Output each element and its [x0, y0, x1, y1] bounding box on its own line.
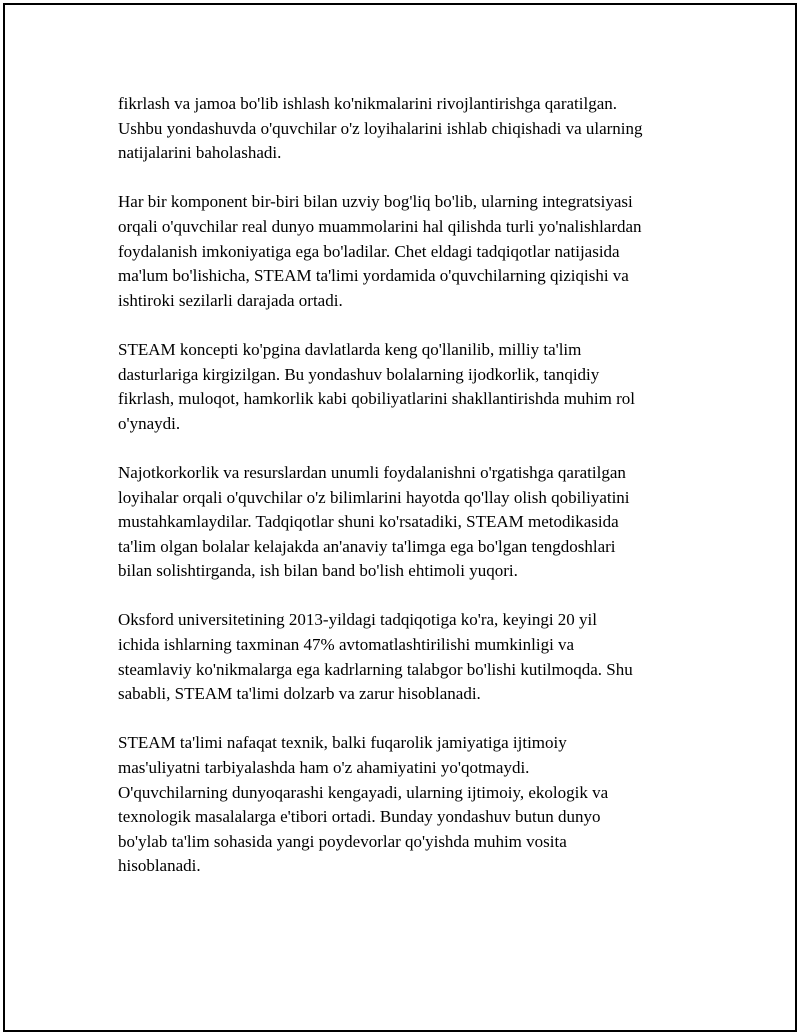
text-line: texnologik masalalarga e'tibori ortadi. Bunday yondashuv butun dunyo [118, 807, 601, 827]
text-line: steamlaviy ko'nikmalarga ega kadrlarning talabgor bo'lishi kutilmoqda. Shu [118, 659, 633, 679]
text-line: ishtiroki sezilarli darajada ortadi. [118, 290, 343, 310]
document-body [118, 92, 693, 904]
text-line: bo'ylab ta'lim sohasida yangi poydevorlar qo'yishda muhim vosita [118, 831, 567, 851]
paragraph-6 [118, 731, 693, 879]
paragraph-3 [118, 338, 693, 436]
text-line: bilan solishtirganda, ish bilan band bo'lish ehtimoli yuqori. [118, 561, 518, 581]
text-line: ichida ishlarning taxminan 47% avtomatlashtirilishi mumkinligi va [118, 635, 575, 655]
text-line: Har bir komponent bir-biri bilan uzviy bog'liq bo'lib, ularning integratsiyasi [118, 192, 633, 212]
paragraph-4 [118, 461, 693, 584]
text-line: STEAM ta'limi nafaqat texnik, balki fuqarolik jamiyatiga ijtimoiy [118, 733, 567, 753]
text-line: orqali o'quvchilar real dunyo muammolarini hal qilishda turli yo'nalishlardan [118, 216, 642, 236]
paragraph-2 [118, 190, 693, 313]
text-line: mustahkamlaydilar. Tadqiqotlar shuni ko'rsatadiki, STEAM metodikasida [118, 512, 619, 532]
text-line: ma'lum bo'lishicha, STEAM ta'limi yordamida o'quvchilarning qiziqishi va [118, 266, 629, 286]
text-line: O'quvchilarning dunyoqarashi kengayadi, ularning ijtimoiy, ekologik va [118, 782, 609, 802]
text-line: Najotkorkorlik va resurslardan unumli foydalanishni o'rgatishga qaratilgan [118, 462, 626, 482]
text-line: o'ynaydi. [118, 413, 181, 433]
paragraph-1 [118, 92, 693, 166]
text-line: Ushbu yondashuvda o'quvchilar o'z loyihalarini ishlab chiqishadi va ularning [118, 118, 643, 138]
text-line: foydalanish imkoniyatiga ega bo'ladilar. Chet eldagi tadqiqotlar natijasida [118, 241, 620, 261]
text-line: loyihalar orqali o'quvchilar o'z bilimlarini hayotda qo'llay olish qobiliyatini [118, 487, 630, 507]
text-line: dasturlariga kirgizilgan. Bu yondashuv bolalarning ijodkorlik, tanqidiy [118, 364, 600, 384]
text-line: mas'uliyatni tarbiyalashda ham o'z ahamiyatini yo'qotmaydi. [118, 758, 530, 778]
text-line: natijalarini baholashadi. [118, 143, 282, 163]
text-line: STEAM koncepti ko'pgina davlatlarda keng qo'llanilib, milliy ta'lim [118, 339, 582, 359]
paragraph-5 [118, 608, 693, 706]
text-line: hisoblanadi. [118, 856, 201, 876]
text-line: fikrlash va jamoa bo'lib ishlash ko'nikmalarini rivojlantirishga qaratilgan. [118, 94, 618, 113]
text-line: sababli, STEAM ta'limi dolzarb va zarur hisoblanadi. [118, 684, 481, 704]
text-line: Oksford universitetining 2013-yildagi tadqiqotiga ko'ra, keyingi 20 yil [118, 610, 597, 630]
text-line: fikrlash, muloqot, hamkorlik kabi qobiliyatlarini shakllantirishda muhim rol [118, 389, 636, 409]
text-line: ta'lim olgan bolalar kelajakda an'anaviy ta'limga ega bo'lgan tengdoshlari [118, 536, 616, 556]
